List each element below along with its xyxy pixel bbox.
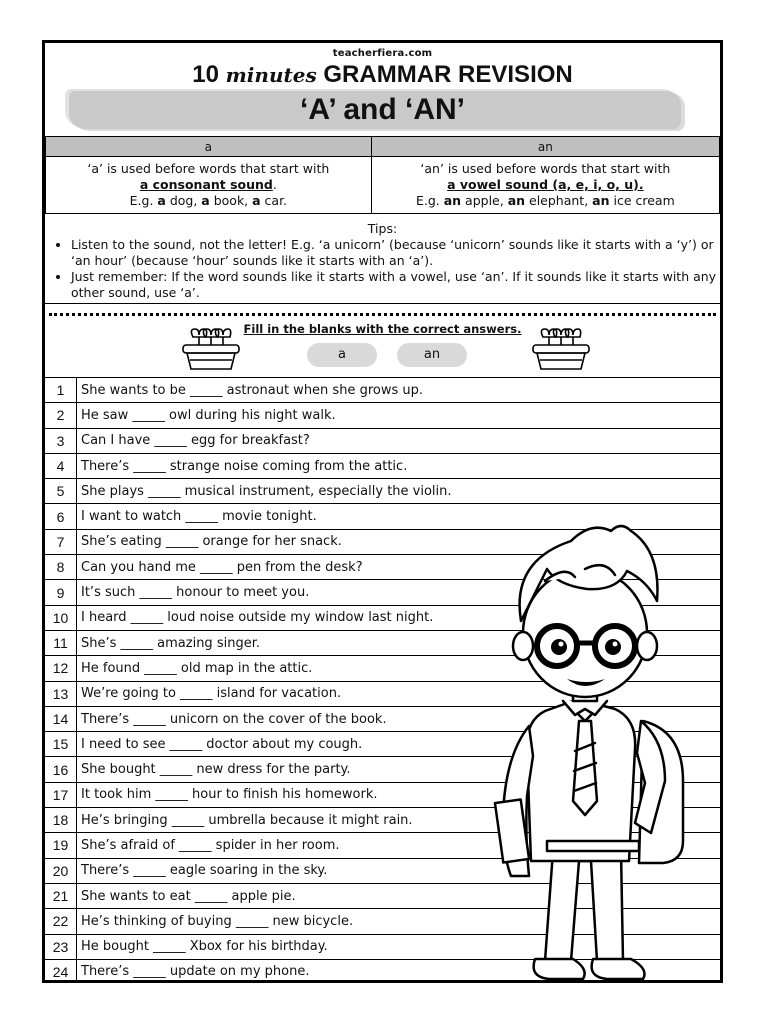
question-number: 21 [45, 883, 77, 908]
rule-a-line: ‘a’ is used before words that start with [87, 161, 330, 176]
rule-a-example: E.g. a dog, a book, a car. [129, 193, 288, 208]
question-number: 13 [45, 681, 77, 706]
tip-item: • Listen to the sound, not the letter! E.g. ‘a unicorn’ (because ‘unicorn’ sounds like it starts with a ‘y’) or ‘an hour’ (because ‘hour’ sounds like it starts with an ‘a’). [71, 237, 720, 269]
site-name: teacherfiera.com [332, 48, 433, 59]
rule-heading-a: a [46, 137, 372, 157]
question-number: 7 [45, 529, 77, 554]
option-an: an [397, 343, 467, 367]
question-number: 15 [45, 732, 77, 757]
question-text: He’s thinking of buying _____ new bicycle. [77, 909, 721, 934]
question-text: I heard _____ loud noise outside my window last night. [77, 605, 721, 630]
rule-a-emph-line: a consonant sound. [139, 177, 277, 192]
rules-table [45, 136, 720, 214]
dotted-divider [49, 313, 716, 316]
student-boy-illustration [475, 521, 715, 983]
question-text: There’s _____ eagle soaring in the sky. [77, 858, 721, 883]
question-text: We’re going to _____ island for vacation. [77, 681, 721, 706]
question-number: 18 [45, 808, 77, 833]
question-text: I need to see _____ doctor about my cough. [77, 732, 721, 757]
question-text: She plays _____ musical instrument, especially the violin. [77, 479, 721, 504]
question-text: She’s _____ amazing singer. [77, 630, 721, 655]
question-number: 17 [45, 782, 77, 807]
question-text: There’s _____ strange noise coming from the attic. [77, 453, 721, 478]
question-row [45, 453, 720, 478]
question-number: 22 [45, 909, 77, 934]
tip-item: • Just remember: If the word sounds like it starts with a vowel, use ‘an’. If it sounds like it starts with any other sound, use ‘a’. [71, 269, 720, 301]
question-row [45, 378, 720, 403]
rule-a-emph: a consonant sound [139, 177, 273, 192]
rule-an-emph: a vowel sound (a, e, i, o, u). [447, 177, 644, 192]
question-text: He bought _____ Xbox for his birthday. [77, 934, 721, 959]
question-text: Can you hand me _____ pen from the desk? [77, 555, 721, 580]
question-number: 23 [45, 934, 77, 959]
question-text: He’s bringing _____ umbrella because it might rain. [77, 808, 721, 833]
question-text: He saw _____ owl during his night walk. [77, 403, 721, 428]
question-text: There’s _____ unicorn on the cover of the book. [77, 706, 721, 731]
question-text: I want to watch _____ movie tonight. [77, 504, 721, 529]
question-row [45, 428, 720, 453]
question-text: She wants to be _____ astronaut when she grows up. [77, 378, 721, 403]
exercise-instruction: Fill in the blanks with the correct answers. [243, 322, 522, 336]
question-number: 16 [45, 757, 77, 782]
question-number: 10 [45, 605, 77, 630]
question-number: 6 [45, 504, 77, 529]
title-number: 10 [192, 61, 219, 88]
option-a: a [307, 343, 377, 367]
rule-a-cell [46, 157, 372, 214]
question-number: 14 [45, 706, 77, 731]
question-text: It took him _____ hour to finish his homework. [77, 782, 721, 807]
tips-title: Tips: [367, 221, 398, 236]
question-text: She bought _____ new dress for the party. [77, 757, 721, 782]
rule-an-emph-line [372, 177, 719, 193]
page-title [45, 61, 720, 89]
question-number: 2 [45, 403, 77, 428]
question-text: He found _____ old map in the attic. [77, 656, 721, 681]
rule-an-example: E.g. an apple, an elephant, an ice cream [415, 193, 675, 208]
rule-an-cell [371, 157, 719, 214]
question-text: She wants to eat _____ apple pie. [77, 883, 721, 908]
question-text: There’s _____ update on my phone. [77, 959, 721, 983]
question-number: 11 [45, 630, 77, 655]
tips-box [45, 218, 720, 304]
question-number: 3 [45, 428, 77, 453]
question-text: It’s such _____ honour to meet you. [77, 580, 721, 605]
question-number: 19 [45, 833, 77, 858]
question-number: 9 [45, 580, 77, 605]
tips-list [45, 237, 720, 301]
question-row [45, 403, 720, 428]
question-number: 5 [45, 479, 77, 504]
question-number: 24 [45, 959, 77, 983]
rule-an-line: ‘an’ is used before words that start with [420, 161, 671, 176]
page-subtitle: ‘A’ and ‘AN’ [299, 93, 466, 126]
question-number: 8 [45, 555, 77, 580]
title-italic: minutes [225, 63, 317, 87]
question-number: 1 [45, 378, 77, 403]
question-row [45, 479, 720, 504]
question-number: 4 [45, 453, 77, 478]
question-number: 12 [45, 656, 77, 681]
question-text: She’s eating _____ orange for her snack. [77, 529, 721, 554]
question-text: Can I have _____ egg for breakfast? [77, 428, 721, 453]
rule-heading-an: an [371, 137, 719, 157]
title-rest: GRAMMAR REVISION [323, 61, 573, 88]
question-number: 20 [45, 858, 77, 883]
question-text: She’s afraid of _____ spider in her room. [77, 833, 721, 858]
worksheet [42, 40, 723, 983]
